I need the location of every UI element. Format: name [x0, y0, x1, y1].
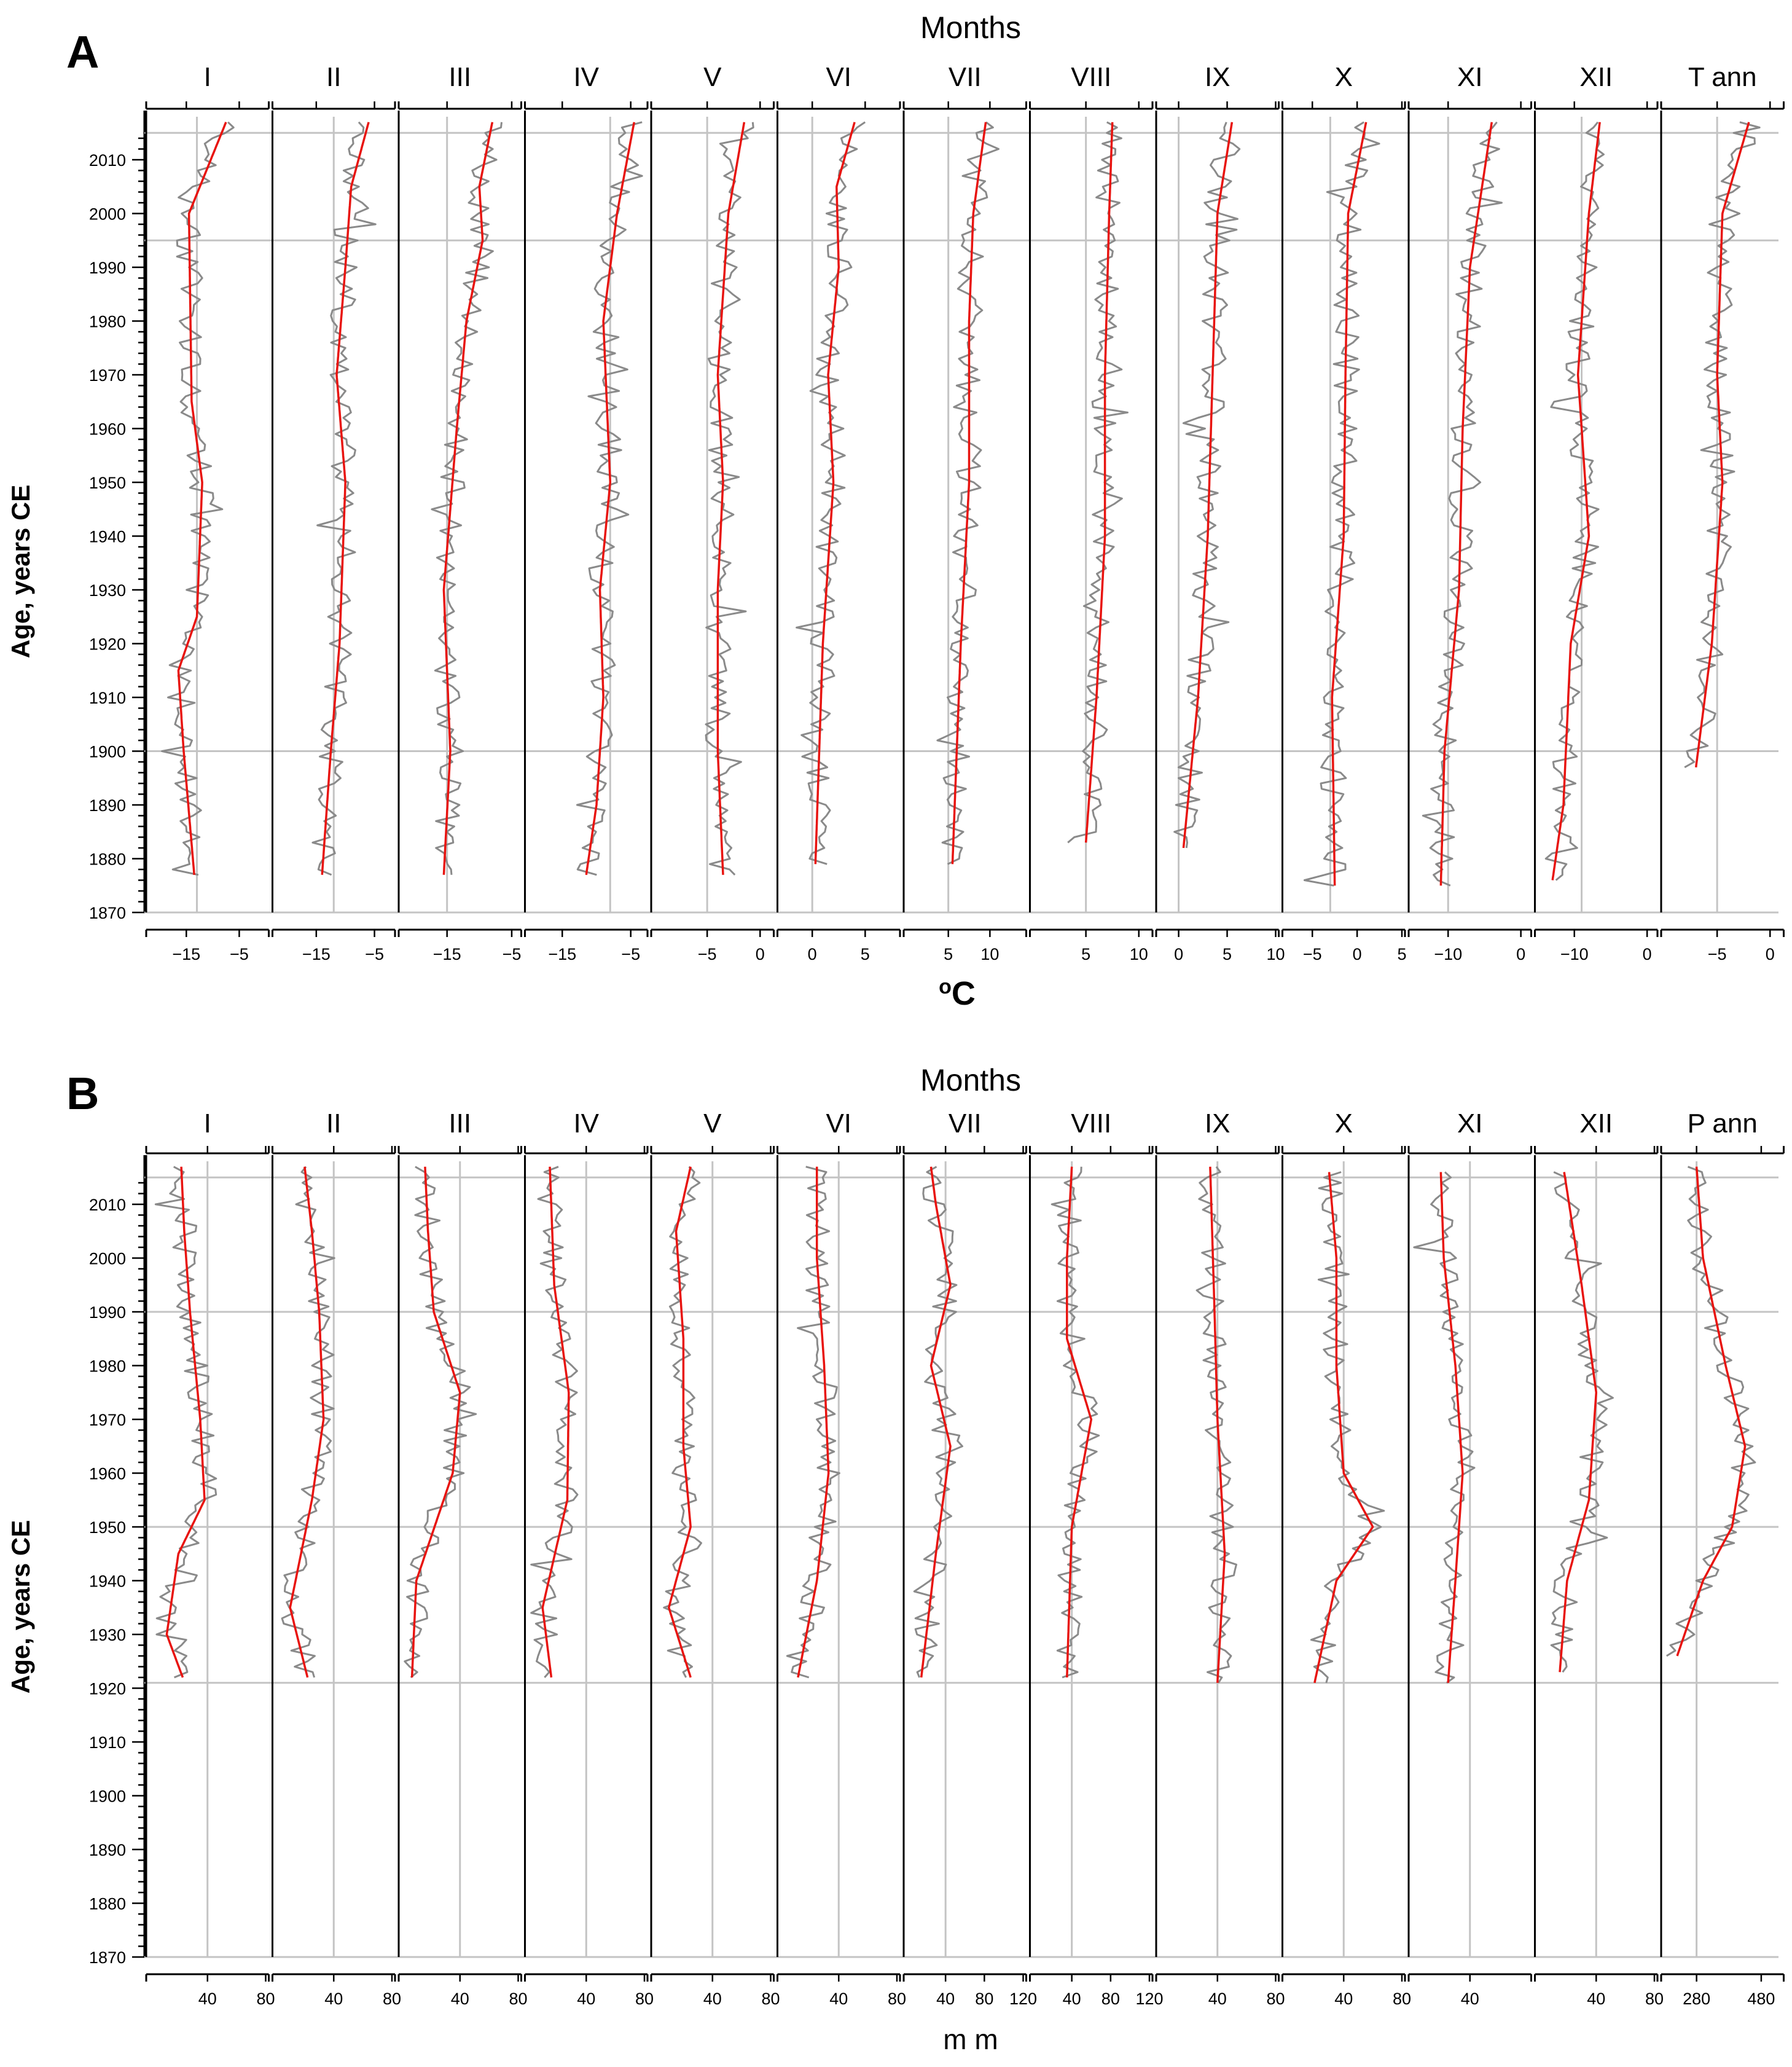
- raw-series-line: [432, 122, 502, 875]
- column-tick-label: 80: [1645, 1990, 1664, 2008]
- column-tick-label: 80: [382, 1990, 402, 2008]
- age-tick-label: 1900: [88, 1787, 126, 1806]
- column-tick-label: 80: [1392, 1990, 1412, 2008]
- smoothed-series-line: [1677, 1167, 1745, 1656]
- column-tick-label: −15: [432, 945, 461, 963]
- column-tick-label: 80: [256, 1990, 275, 2008]
- age-tick-label: 1880: [88, 1894, 126, 1913]
- age-tick-label: 1970: [88, 1411, 126, 1429]
- raw-series-line: [1068, 122, 1127, 843]
- age-tick-label: 2000: [88, 1249, 126, 1268]
- age-tick-label: 1940: [88, 1572, 126, 1591]
- age-tick-label: 1890: [88, 796, 126, 815]
- column-label: V: [703, 62, 722, 92]
- column-tick-label: 40: [198, 1990, 217, 2008]
- column-label: P ann: [1687, 1108, 1758, 1139]
- column-tick-label: 80: [1266, 1990, 1285, 2008]
- column-label: IV: [573, 1108, 600, 1139]
- column-tick-label: 5: [1397, 945, 1407, 963]
- column-label: II: [326, 62, 342, 92]
- panel-b-title: Months: [920, 1063, 1021, 1097]
- panel-b-plot-area: [89, 1108, 1784, 2008]
- raw-series-line: [1546, 122, 1603, 881]
- column-tick-label: 40: [829, 1990, 848, 2008]
- column-tick-label: −15: [548, 945, 577, 963]
- panel-a-x-axis-label: [939, 975, 976, 1012]
- column-tick-label: 40: [1460, 1990, 1479, 2008]
- column-tick-label: 80: [635, 1990, 654, 2008]
- column-tick-label: 10: [1266, 945, 1285, 963]
- smoothed-series-line: [952, 122, 985, 865]
- column-tick-label: 40: [1062, 1990, 1081, 2008]
- smoothed-series-line: [166, 1167, 205, 1677]
- age-tick-label: 1940: [88, 527, 126, 546]
- raw-series-line: [914, 1167, 962, 1677]
- column-tick-label: 80: [1101, 1990, 1120, 2008]
- column-tick-label: −5: [621, 945, 641, 963]
- smoothed-series-line: [542, 1167, 569, 1677]
- age-tick-label: 2010: [88, 151, 126, 170]
- age-tick-label: 1980: [88, 1357, 126, 1376]
- column-tick-label: 40: [936, 1990, 955, 2008]
- column-label: IX: [1204, 1108, 1231, 1139]
- column-tick-label: 120: [1135, 1990, 1164, 2008]
- column-tick-label: 80: [761, 1990, 780, 2008]
- column-label: IX: [1204, 62, 1231, 92]
- raw-series-line: [531, 1167, 577, 1677]
- smoothed-series-line: [1552, 122, 1600, 881]
- age-tick-label: 1880: [88, 850, 126, 869]
- age-tick-label: 1950: [88, 1518, 126, 1537]
- column-tick-label: 40: [1334, 1990, 1353, 2008]
- column-tick-label: 80: [975, 1990, 994, 2008]
- column-tick-label: 0: [1174, 945, 1184, 963]
- column-tick-label: 40: [1208, 1990, 1227, 2008]
- column-tick-label: 40: [450, 1990, 469, 2008]
- panel-a-y-axis-label: Age, years CE: [6, 484, 35, 659]
- smoothed-series-line: [322, 122, 369, 875]
- column-tick-label: −5: [365, 945, 384, 963]
- age-tick-label: 1950: [88, 474, 126, 492]
- column-tick-label: 0: [1765, 945, 1775, 963]
- age-tick-label: 1990: [88, 259, 126, 277]
- column-tick-label: 0: [1642, 945, 1652, 963]
- column-label: V: [703, 1108, 722, 1139]
- raw-series-line: [1175, 122, 1240, 848]
- column-tick-label: 40: [1587, 1990, 1606, 2008]
- column-label: VIII: [1071, 1108, 1112, 1139]
- age-tick-label: 1870: [88, 904, 126, 922]
- column-tick-label: 80: [509, 1990, 528, 2008]
- age-tick-label: 2000: [88, 205, 126, 224]
- raw-series-line: [797, 122, 866, 865]
- column-label: XII: [1579, 1108, 1613, 1139]
- column-tick-label: 5: [944, 945, 953, 963]
- age-tick-label: 1870: [88, 1948, 126, 1967]
- degree-symbol: o: [939, 975, 952, 998]
- raw-series-line: [706, 122, 753, 875]
- column-tick-label: −15: [302, 945, 331, 963]
- smoothed-series-line: [178, 122, 226, 875]
- column-tick-label: 40: [324, 1990, 343, 2008]
- column-label: VII: [948, 1108, 982, 1139]
- age-tick-label: 1990: [88, 1303, 126, 1322]
- age-tick-label: 1910: [88, 1733, 126, 1752]
- age-tick-label: 1910: [88, 689, 126, 707]
- age-tick-label: 1900: [88, 742, 126, 761]
- column-label: IV: [573, 62, 600, 92]
- column-tick-label: −5: [697, 945, 717, 963]
- column-tick-label: 80: [887, 1990, 907, 2008]
- column-label: VI: [826, 62, 852, 92]
- age-tick-label: 2010: [88, 1196, 126, 1214]
- column-label: VI: [826, 1108, 852, 1139]
- column-label: T ann: [1688, 62, 1757, 92]
- raw-series-line: [1667, 1167, 1755, 1656]
- raw-series-line: [1423, 122, 1501, 886]
- age-tick-label: 1890: [88, 1841, 126, 1859]
- smoothed-series-line: [1086, 122, 1113, 843]
- column-tick-label: 480: [1747, 1990, 1775, 2008]
- celsius-unit: C: [951, 975, 976, 1012]
- column-tick-label: 40: [577, 1990, 596, 2008]
- column-label: II: [326, 1108, 342, 1139]
- age-tick-label: 1930: [88, 1626, 126, 1644]
- age-tick-label: 1980: [88, 312, 126, 331]
- column-label: XI: [1457, 1108, 1483, 1139]
- column-label: XI: [1457, 62, 1483, 92]
- age-tick-label: 1970: [88, 366, 126, 385]
- column-tick-label: −15: [172, 945, 201, 963]
- column-tick-label: 5: [1081, 945, 1091, 963]
- column-tick-label: −10: [1434, 945, 1463, 963]
- column-label: XII: [1579, 62, 1613, 92]
- column-tick-label: −5: [1302, 945, 1322, 963]
- smoothed-series-line: [798, 1167, 829, 1677]
- panel-b-y-axis-label: Age, years CE: [6, 1520, 35, 1694]
- column-tick-label: 0: [755, 945, 765, 963]
- age-tick-label: 1930: [88, 581, 126, 600]
- column-tick-label: 10: [980, 945, 1000, 963]
- column-tick-label: −5: [1707, 945, 1727, 963]
- column-tick-label: 0: [1352, 945, 1362, 963]
- age-tick-label: 1960: [88, 420, 126, 439]
- column-tick-label: −10: [1560, 945, 1589, 963]
- age-tick-label: 1920: [88, 1679, 126, 1698]
- column-tick-label: 0: [1516, 945, 1526, 963]
- column-tick-label: 10: [1129, 945, 1148, 963]
- column-label: I: [203, 62, 211, 92]
- column-tick-label: 0: [807, 945, 817, 963]
- raw-series-line: [1311, 1172, 1383, 1683]
- column-tick-label: −5: [230, 945, 249, 963]
- panel-a-label: A: [66, 26, 100, 77]
- column-label: III: [448, 62, 472, 92]
- panel-b-x-axis-label: m m: [943, 2023, 998, 2055]
- smoothed-series-line: [1441, 1172, 1463, 1683]
- column-tick-label: −5: [502, 945, 522, 963]
- column-label: X: [1334, 62, 1353, 92]
- column-label: X: [1334, 1108, 1353, 1139]
- raw-series-line: [282, 1167, 334, 1677]
- raw-series-line: [1551, 1172, 1613, 1673]
- raw-series-line: [1304, 122, 1379, 886]
- column-label: III: [448, 1108, 472, 1139]
- panel-a-title: Months: [920, 10, 1021, 45]
- column-label: I: [203, 1108, 211, 1139]
- column-tick-label: 280: [1683, 1990, 1711, 2008]
- column-tick-label: 40: [703, 1990, 722, 2008]
- age-tick-label: 1920: [88, 635, 126, 654]
- smoothed-series-line: [1184, 122, 1232, 848]
- age-tick-label: 1960: [88, 1464, 126, 1483]
- panel-b-label: B: [66, 1068, 100, 1119]
- column-tick-label: 120: [1009, 1990, 1038, 2008]
- smoothed-series-line: [412, 1167, 460, 1677]
- panel-a-plot-area: [89, 62, 1784, 963]
- column-tick-label: 5: [860, 945, 870, 963]
- column-label: VIII: [1071, 62, 1112, 92]
- smoothed-series-line: [1696, 122, 1749, 767]
- column-tick-label: 5: [1223, 945, 1232, 963]
- column-label: VII: [948, 62, 982, 92]
